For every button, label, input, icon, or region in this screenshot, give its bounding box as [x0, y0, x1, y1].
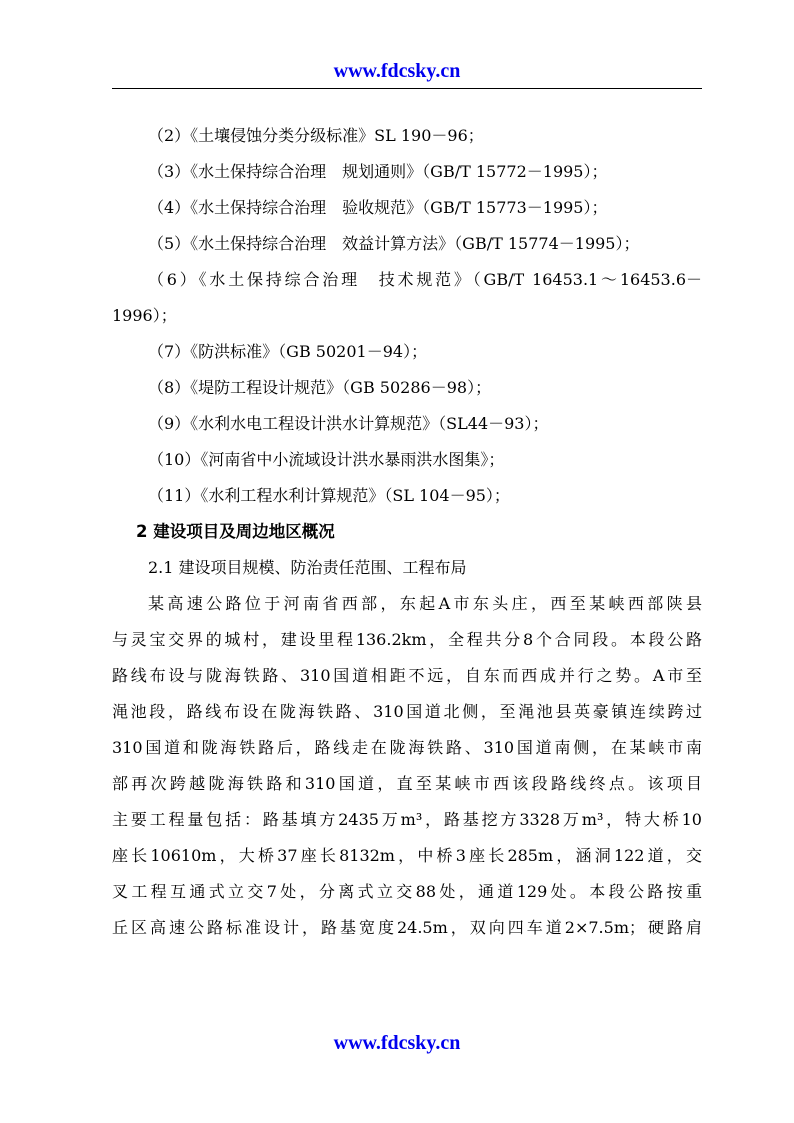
paragraph-line: 丘区高速公路标准设计，路基宽度24.5m，双向四车道2×7.5m；硬路肩: [112, 918, 702, 937]
paragraph-line: 路线布设与陇海铁路、310国道相距不远，自东而西成并行之势。A市至: [112, 666, 702, 685]
reference-item: （10）《河南省中小流域设计洪水暴雨洪水图集》；: [148, 450, 505, 469]
reference-item: （3）《水土保持综合治理 规划通则》（GB/T 15772－1995）；: [148, 162, 608, 181]
reference-item: （2）《土壤侵蚀分类分级标准》SL 190－96；: [148, 126, 484, 145]
paragraph-line: 渑池段，路线布设在陇海铁路、310国道北侧，至渑池县英豪镇连续跨过: [112, 702, 702, 721]
paragraph-line: 座长10610m，大桥37座长8132m，中桥3座长285m，涵洞122道，交: [112, 846, 702, 865]
reference-item: （7）《防洪标准》（GB 50201－94）；: [148, 342, 428, 361]
reference-item-continuation: 1996）；: [112, 306, 177, 325]
header-site-url[interactable]: www.fdcsky.cn: [333, 60, 461, 82]
reference-item: （9）《水利水电工程设计洪水计算规范》（SL44－93）；: [148, 414, 549, 433]
paragraph-line: 某高速公路位于河南省西部，东起A市东头庄，西至某峡西部陕县: [148, 594, 702, 613]
paragraph-line: 叉工程互通式立交7处，分离式立交88处，通道129处。本段公路按重: [112, 882, 702, 901]
paragraph-line: 部再次跨越陇海铁路和310国道，直至某峡市西该段路线终点。该项目: [112, 774, 702, 793]
section-subheading: 2.1 建设项目规模、防治责任范围、工程布局: [148, 558, 467, 577]
header-divider: [112, 88, 702, 89]
paragraph-line: 主要工程量包括：路基填方2435万m³，路基挖方3328万m³，特大桥10: [112, 810, 702, 829]
document-body: [112, 118, 702, 946]
footer-site-url[interactable]: www.fdcsky.cn: [333, 1032, 461, 1054]
reference-item: （6）《水土保持综合治理 技术规范》（GB/T 16453.1～16453.6－: [148, 270, 702, 289]
section-heading: 2 建设项目及周边地区概况: [136, 522, 335, 541]
reference-item: （11）《水利工程水利计算规范》（SL 104－95）；: [148, 486, 510, 505]
reference-item: （4）《水土保持综合治理 验收规范》（GB/T 15773－1995）；: [148, 198, 608, 217]
reference-item: （5）《水土保持综合治理 效益计算方法》（GB/T 15774－1995）；: [148, 234, 640, 253]
paragraph-line: 与灵宝交界的城村，建设里程136.2km，全程共分8个合同段。本段公路: [112, 630, 702, 649]
paragraph-line: 310国道和陇海铁路后，路线走在陇海铁路、310国道南侧，在某峡市南: [112, 738, 702, 757]
reference-item: （8）《堤防工程设计规范》（GB 50286－98）；: [148, 378, 492, 397]
